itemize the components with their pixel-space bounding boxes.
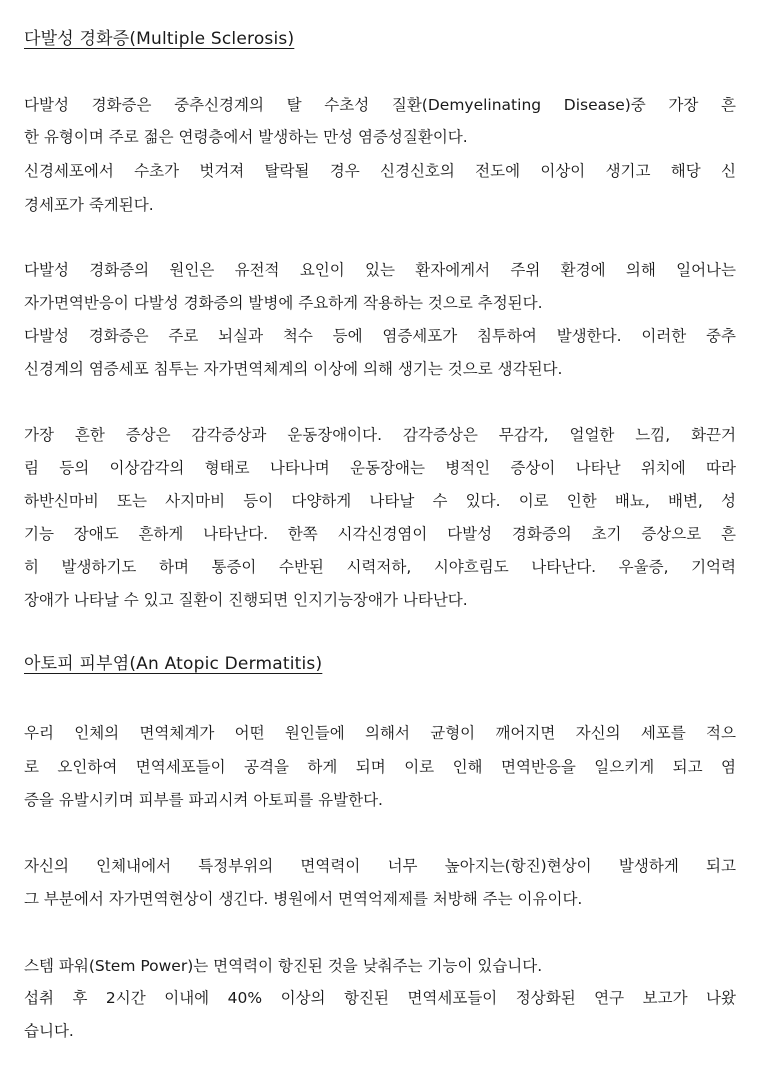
text-line: 로 오인하여 면역세포들이 공격을 하게 되며 이로 인해 면역반응을 일으키게 되고 염	[24, 758, 736, 776]
text-line: 그 부분에서 자가면역현상이 생긴다. 병원에서 면역억제제를 처방해 주는 이유이다.	[24, 890, 583, 908]
text-line: 신경세포에서 수초가 벗겨져 탈락될 경우 신경신호의 전도에 이상이 생기고 해당 신	[24, 162, 736, 180]
text-line: 한 유형이며 주로 젊은 연령층에서 발생하는 만성 염증성질환이다.	[24, 128, 468, 146]
text-line: 기능 장애도 흔하게 나타난다. 한쪽 시각신경염이 다발성 경화증의 초기 증상으로 흔	[24, 525, 736, 543]
text-line: 다발성 경화증의 원인은 유전적 요인이 있는 환자에게서 주위 환경에 의해 일어나는	[24, 261, 736, 279]
section-heading-atopic-dermatitis: 아토피 피부염(An Atopic Dermatitis)	[24, 654, 323, 674]
text-line: 다발성 경화증은 중추신경계의 탈 수초성 질환(Demyelinating Disease)중 가장 흔	[24, 96, 736, 114]
text-line: 스템 파워(Stem Power)는 면역력이 항진된 것을 낮춰주는 기능이 있습니다.	[24, 957, 543, 975]
text-line: 습니다.	[24, 1022, 74, 1040]
text-line: 가장 흔한 증상은 감각증상과 운동장애이다. 감각증상은 무감각, 얼얼한 느낌, 화끈거	[24, 426, 736, 444]
text-line: 장애가 나타날 수 있고 질환이 진행되면 인지기능장애가 나타난다.	[24, 591, 468, 609]
text-line: 섭취 후 2시간 이내에 40% 이상의 항진된 면역세포들이 정상화된 연구 보고가 나왔	[24, 989, 736, 1007]
text-line: 하반신마비 또는 사지마비 등이 다양하게 나타날 수 있다. 이로 인한 배뇨, 배변, 성	[24, 492, 736, 510]
text-line: 히 발생하기도 하며 통증이 수반된 시력저하, 시야흐림도 나타난다. 우울증, 기억력	[24, 558, 736, 576]
text-line: 림 등의 이상감각의 형태로 나타나며 운동장애는 병적인 증상이 나타난 위치에 따라	[24, 459, 736, 477]
text-line: 자신의 인체내에서 특정부위의 면역력이 너무 높아지는(항진)현상이 발생하게 되고	[24, 857, 736, 875]
text-line: 다발성 경화증은 주로 뇌실과 척수 등에 염증세포가 침투하여 발생한다. 이러한 중추	[24, 327, 736, 345]
text-line: 경세포가 죽게된다.	[24, 196, 154, 214]
section-heading-multiple-sclerosis: 다발성 경화증(Multiple Sclerosis)	[24, 29, 295, 49]
text-line: 신경계의 염증세포 침투는 자가면역체계의 이상에 의해 생기는 것으로 생각된다.	[24, 360, 563, 378]
text-line: 자가면역반응이 다발성 경화증의 발병에 주요하게 작용하는 것으로 추정된다.	[24, 294, 543, 312]
text-line: 우리 인체의 면역체계가 어떤 원인들에 의해서 균형이 깨어지면 자신의 세포를 적으	[24, 724, 736, 742]
text-line: 증을 유발시키며 피부를 파괴시켜 아토피를 유발한다.	[24, 791, 383, 809]
